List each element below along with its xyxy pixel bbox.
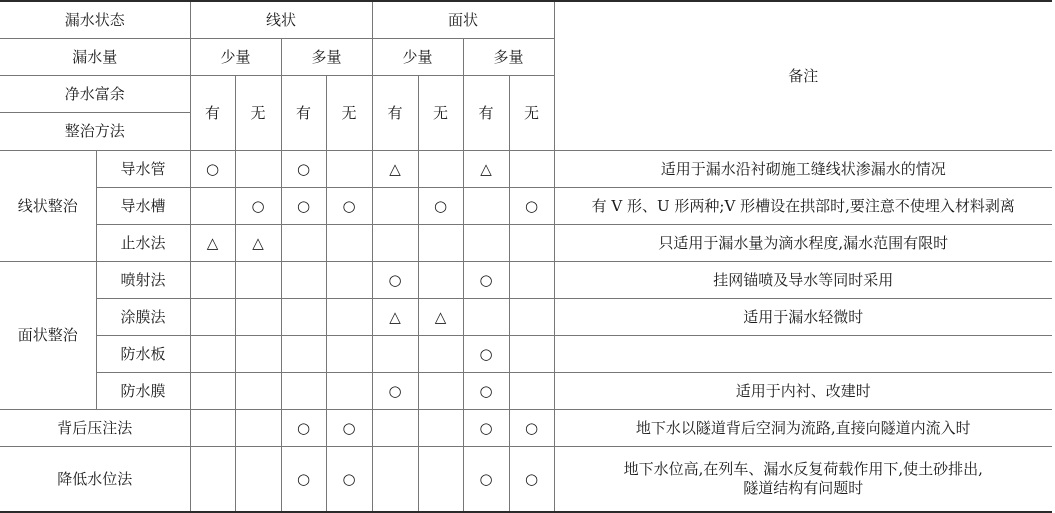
empty-cell (281, 299, 326, 336)
remark-cell: 适用于漏水轻微时 (554, 299, 1052, 336)
triangle-mark: △ (418, 299, 463, 336)
header-clean-water: 净水富余 (0, 76, 190, 113)
method-name: 涂膜法 (96, 299, 190, 336)
empty-cell (281, 336, 326, 373)
header-linear-large: 多量 (281, 39, 372, 76)
header-linear: 线状 (190, 1, 372, 39)
header-row-leak-state (0, 1, 1052, 39)
empty-cell (418, 225, 463, 262)
empty-cell (418, 447, 463, 513)
empty-cell (509, 151, 554, 188)
group-label-surface: 面状整治 (0, 262, 96, 410)
circle-mark: ○ (463, 262, 509, 299)
empty-cell (281, 262, 326, 299)
circle-mark: ○ (190, 151, 235, 188)
empty-cell (235, 151, 281, 188)
empty-cell (418, 410, 463, 447)
header-leak-amount: 漏水量 (0, 39, 190, 76)
triangle-mark: △ (463, 151, 509, 188)
empty-cell (509, 225, 554, 262)
remark-cell (554, 336, 1052, 373)
circle-mark: ○ (463, 336, 509, 373)
circle-mark: ○ (372, 262, 418, 299)
empty-cell (190, 336, 235, 373)
header-none: 无 (418, 76, 463, 151)
table-row (0, 262, 1052, 299)
empty-cell (235, 410, 281, 447)
remark-line: 地下水位高,在列车、漏水反复荷载作用下,使土砂排出, (623, 460, 983, 479)
triangle-mark: △ (372, 151, 418, 188)
remark-cell: 地下水以隧道背后空洞为流路,直接向隧道内流入时 (554, 410, 1052, 447)
method-name: 导水管 (96, 151, 190, 188)
circle-mark: ○ (326, 410, 372, 447)
empty-cell (418, 151, 463, 188)
remark-cell: 只适用于漏水量为滴水程度,漏水范围有限时 (554, 225, 1052, 262)
group-label-linear: 线状整治 (0, 151, 96, 262)
header-have: 有 (281, 76, 326, 151)
method-name: 降低水位法 (0, 447, 190, 513)
empty-cell (418, 336, 463, 373)
circle-mark: ○ (509, 410, 554, 447)
remark-cell: 适用于漏水沿衬砌施工缝线状渗漏水的情况 (554, 151, 1052, 188)
circle-mark: ○ (326, 447, 372, 513)
empty-cell (372, 447, 418, 513)
header-surface: 面状 (372, 1, 554, 39)
circle-mark: ○ (509, 188, 554, 225)
circle-mark: ○ (235, 188, 281, 225)
header-have: 有 (463, 76, 509, 151)
empty-cell (326, 262, 372, 299)
empty-cell (463, 299, 509, 336)
circle-mark: ○ (463, 447, 509, 513)
circle-mark: ○ (509, 447, 554, 513)
header-surface-large: 多量 (463, 39, 554, 76)
circle-mark: ○ (372, 373, 418, 410)
remark-cell (554, 447, 1052, 513)
circle-mark: ○ (418, 188, 463, 225)
method-name: 止水法 (96, 225, 190, 262)
method-name: 导水槽 (96, 188, 190, 225)
table-row (0, 151, 1052, 188)
header-none: 无 (235, 76, 281, 151)
empty-cell (190, 373, 235, 410)
method-name: 背后压注法 (0, 410, 190, 447)
empty-cell (190, 410, 235, 447)
circle-mark: ○ (326, 188, 372, 225)
empty-cell (372, 410, 418, 447)
triangle-mark: △ (235, 225, 281, 262)
header-have: 有 (372, 76, 418, 151)
table-row (0, 447, 1052, 513)
empty-cell (326, 336, 372, 373)
method-name: 防水膜 (96, 373, 190, 410)
table-row (0, 225, 1052, 262)
triangle-mark: △ (372, 299, 418, 336)
empty-cell (190, 188, 235, 225)
table-row (0, 373, 1052, 410)
header-leak-state: 漏水状态 (0, 1, 190, 39)
header-remark: 备注 (554, 1, 1052, 151)
empty-cell (509, 299, 554, 336)
empty-cell (372, 225, 418, 262)
remark-cell: 挂网锚喷及导水等同时采用 (554, 262, 1052, 299)
empty-cell (509, 262, 554, 299)
remark-line: 隧道结构有问题时 (743, 479, 864, 497)
method-name: 喷射法 (96, 262, 190, 299)
empty-cell (418, 373, 463, 410)
empty-cell (190, 447, 235, 513)
empty-cell (509, 336, 554, 373)
triangle-mark: △ (190, 225, 235, 262)
header-linear-small: 少量 (190, 39, 281, 76)
empty-cell (235, 336, 281, 373)
empty-cell (326, 373, 372, 410)
empty-cell (372, 336, 418, 373)
empty-cell (326, 225, 372, 262)
empty-cell (463, 188, 509, 225)
empty-cell (190, 299, 235, 336)
empty-cell (372, 188, 418, 225)
method-name: 防水板 (96, 336, 190, 373)
remark-cell: 适用于内衬、改建时 (554, 373, 1052, 410)
circle-mark: ○ (463, 373, 509, 410)
empty-cell (235, 262, 281, 299)
empty-cell (281, 373, 326, 410)
circle-mark: ○ (281, 151, 326, 188)
empty-cell (418, 262, 463, 299)
header-none: 无 (509, 76, 554, 151)
empty-cell (190, 262, 235, 299)
header-method: 整治方法 (0, 113, 190, 151)
table-row (0, 410, 1052, 447)
empty-cell (326, 299, 372, 336)
empty-cell (235, 373, 281, 410)
empty-cell (463, 225, 509, 262)
table-row (0, 299, 1052, 336)
table-row (0, 188, 1052, 225)
table-row (0, 336, 1052, 373)
header-surface-small: 少量 (372, 39, 463, 76)
remark-cell: 有 V 形、U 形两种;V 形槽设在拱部时,要注意不使埋入材料剥离 (554, 188, 1052, 225)
empty-cell (235, 447, 281, 513)
empty-cell (281, 225, 326, 262)
empty-cell (326, 151, 372, 188)
circle-mark: ○ (281, 447, 326, 513)
empty-cell (509, 373, 554, 410)
circle-mark: ○ (281, 410, 326, 447)
header-none: 无 (326, 76, 372, 151)
header-have: 有 (190, 76, 235, 151)
circle-mark: ○ (463, 410, 509, 447)
empty-cell (235, 299, 281, 336)
circle-mark: ○ (281, 188, 326, 225)
